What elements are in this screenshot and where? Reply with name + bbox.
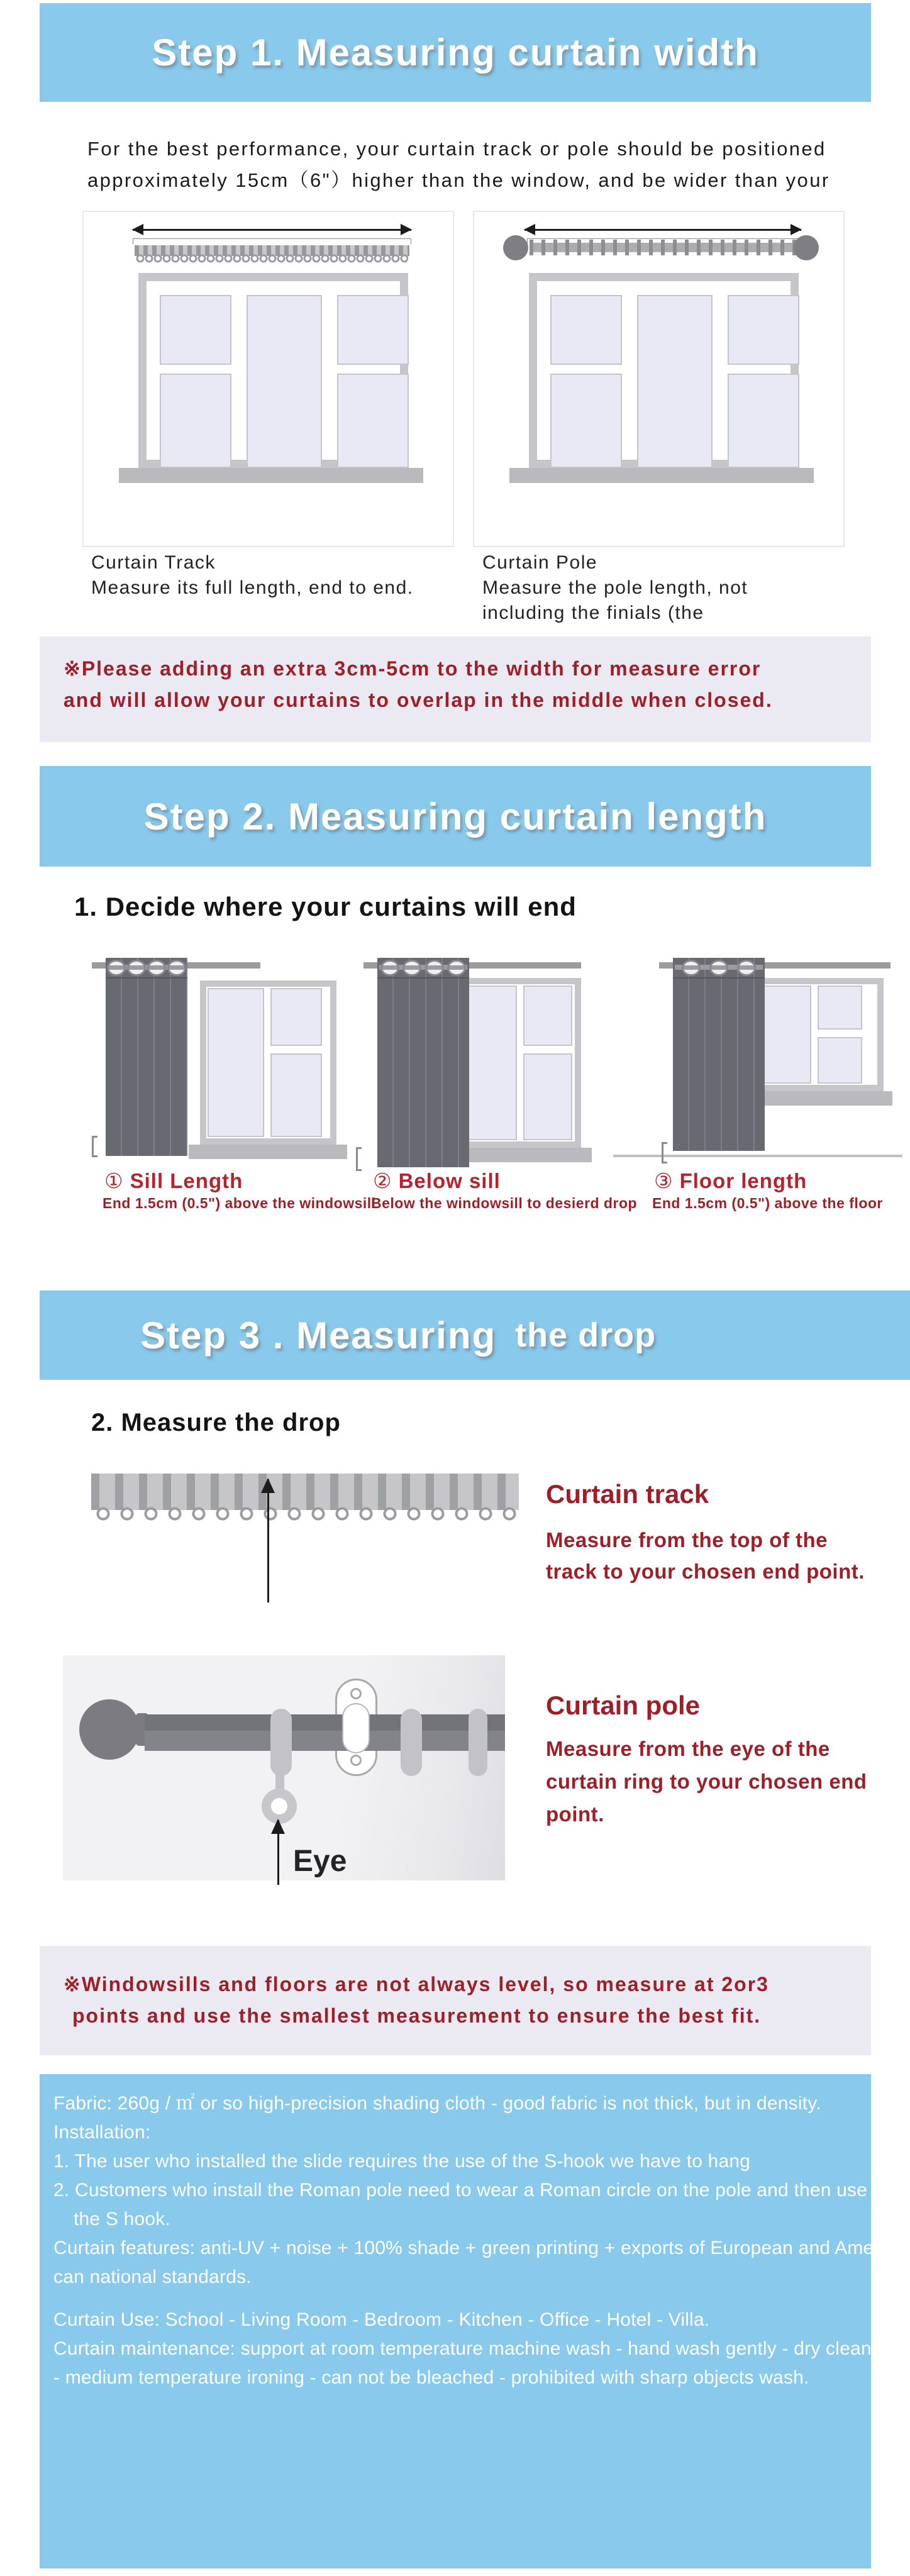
curtain-pole-caption-title: Curtain Pole [482, 552, 598, 573]
grommet-icon [425, 960, 444, 976]
pole-drop-line2: curtain ring to your chosen end [546, 1770, 867, 1793]
window-inner [206, 987, 330, 1138]
grommet-icon [127, 960, 146, 976]
grommet-icon [682, 960, 701, 976]
step2-subtitle: 1. Decide where your curtains will end [74, 892, 577, 921]
drop-arrow-icon [267, 1479, 269, 1602]
grommet-icon [737, 960, 756, 976]
window-inner [464, 984, 575, 1141]
intro-line-1: For the best performance, your curtain track or pole should be positioned [87, 138, 826, 160]
curtain-panel [377, 958, 469, 1167]
option2-number: ② [373, 1169, 392, 1192]
info-features: Curtain features: anti-UV + noise + 100% shade + green printing + exports of European and Ameri- [53, 2238, 891, 2258]
grommet-icon [402, 960, 421, 976]
curtain-pole-diagram-box [473, 211, 845, 547]
level-note [40, 1946, 871, 2055]
step1-intro-paragraph [87, 133, 830, 196]
grommet-icon [167, 960, 186, 976]
pole-drop-line1: Measure from the eye of the [546, 1737, 830, 1760]
window-illustration [458, 978, 581, 1148]
width-note-line2: and will allow your curtains to overlap in the middle when closed. [64, 689, 773, 711]
window-inner [537, 281, 791, 460]
curtain-track-caption-desc: Measure its full length, end to end. [91, 577, 414, 598]
step1-header-banner [40, 3, 871, 102]
step3-subtitle: 2. Measure the drop [91, 1409, 341, 1436]
step3-title-sub: the drop [515, 1316, 657, 1354]
curtain-header [377, 958, 469, 979]
pole-finial-left [503, 235, 528, 260]
window-pane [550, 295, 622, 365]
eye-arrow-icon [277, 1820, 279, 1885]
track-drop-heading: Curtain track [546, 1479, 709, 1509]
curtain-header [673, 958, 765, 979]
step1-title: Step 1. Measuring curtain width [152, 31, 759, 74]
window-inner [755, 984, 877, 1085]
window-illustration [529, 273, 799, 468]
curtain-ring [469, 1709, 487, 1776]
window-illustration [748, 978, 884, 1091]
pole-bar [145, 1714, 505, 1751]
curtain-pole-caption-desc1: Measure the pole length, not [482, 577, 748, 598]
bracket-screw [350, 1688, 362, 1699]
track-drop-line1: Measure from the top of the [546, 1528, 828, 1552]
window-pane [818, 1037, 862, 1084]
window-pane [465, 985, 517, 1140]
grommet-icon [709, 960, 728, 976]
window-sill [119, 468, 423, 483]
measure-mark [92, 1136, 97, 1157]
window-pane [247, 295, 322, 468]
curtain-track-diagram-box [82, 211, 454, 547]
window-sill [509, 468, 814, 483]
info-install-2b: the S hook. [74, 2209, 170, 2229]
info-maintenance-2: - medium temperature ironing - can not be bleached - prohibited with sharp objects wash. [53, 2367, 809, 2388]
pole-drop-heading: Curtain pole [546, 1690, 701, 1720]
window-illustration [200, 980, 336, 1145]
grommet-icon [107, 960, 126, 976]
grommet-icon [447, 960, 466, 976]
pole-finial-right [794, 235, 819, 260]
option1-label: Sill Length [130, 1169, 243, 1192]
curtain-pole-caption-desc2: including the finials (the [482, 602, 704, 623]
option2-desc: Below the windowsill to desierd drop [371, 1195, 638, 1211]
option2-title [373, 1169, 501, 1193]
pole-rings [530, 240, 796, 255]
window-pane [270, 1053, 322, 1137]
floor-line [613, 1155, 902, 1157]
bracket-stem [342, 1703, 370, 1753]
window-pane [818, 985, 862, 1030]
window-pane [728, 374, 799, 468]
window-illustration [138, 273, 408, 468]
info-installation: Installation: [53, 2122, 151, 2143]
window-pane [337, 295, 409, 365]
window-pane [550, 374, 622, 468]
measure-mark [662, 1142, 667, 1163]
info-install-2: 2. Customers who install the Roman pole need to wear a Roman circle on the pole and then use [53, 2180, 868, 2201]
step2-title: Step 2. Measuring curtain length [143, 795, 767, 838]
grommet-icon [380, 960, 399, 976]
window-pane [523, 1053, 572, 1140]
info-use: Curtain Use: School - Living Room - Bedroom - Kitchen - Office - Hotel - Villa. [53, 2309, 710, 2330]
bracket-screw [350, 1755, 362, 1766]
width-arrow-icon [524, 229, 801, 231]
window-pane [160, 295, 231, 365]
step2-header-banner [40, 766, 871, 867]
pole-finial [79, 1699, 140, 1760]
option1-title [104, 1169, 243, 1193]
curtain-header [106, 958, 187, 979]
track-gliders [91, 1504, 519, 1523]
measure-bracket [133, 238, 411, 244]
track-gliders [136, 253, 408, 264]
info-features-2: can national standards. [53, 2267, 252, 2287]
width-arrow-icon [133, 229, 411, 231]
window-pane [337, 374, 409, 468]
curtain-pole-photo [63, 1655, 505, 1880]
info-maintenance: Curtain maintenance: support at room temperature machine wash - hand wash gently - dry cleaning [53, 2338, 897, 2359]
window-pane [160, 374, 231, 468]
grommet-icon [147, 960, 166, 976]
intro-line-2: approximately 15cm（6"）higher than the window, and be wider than your [87, 169, 830, 191]
window-inner [147, 281, 400, 460]
info-install-1: 1. The user who installed the slide requires the use of the S-hook we have to hang [53, 2151, 751, 2172]
level-note-line1: ※Windowsills and floors are not always level, so measure at 2or3 [64, 1973, 769, 1996]
window-sill [448, 1148, 592, 1162]
option3-desc: End 1.5cm (0.5") above the floor [652, 1195, 883, 1211]
pole-drop-line3: point. [546, 1802, 604, 1826]
product-info-block [40, 2074, 897, 2568]
info-fabric: Fabric: 260g / ㎡ or so high-precision shading cloth - good fabric is not thick, but in density. [53, 2093, 821, 2114]
option3-title [654, 1169, 807, 1193]
window-pane [523, 985, 572, 1046]
option1-number: ① [104, 1169, 124, 1192]
window-pane [728, 295, 799, 365]
window-pane [637, 295, 713, 468]
eye-label: Eye [293, 1845, 347, 1878]
curtain-panel [673, 958, 765, 1151]
track-drop-line2: track to your chosen end point. [546, 1560, 865, 1583]
option1-desc: End 1.5cm (0.5") above the windowsill [103, 1195, 376, 1211]
curtain-ring [270, 1709, 292, 1776]
curtain-ring [401, 1709, 422, 1776]
curtain-track-caption-title: Curtain Track [91, 552, 216, 573]
width-note [40, 636, 871, 742]
level-note-line2: points and use the smallest measurement to ensure the best fit. [72, 2004, 762, 2027]
width-note-line1: ※Please adding an extra 3cm-5cm to the width for measure error [64, 657, 762, 680]
step3-header-banner [40, 1291, 910, 1380]
curtain-panel [106, 958, 187, 1156]
window-pane [208, 988, 264, 1137]
window-pane [270, 988, 322, 1046]
measure-mark [356, 1147, 362, 1171]
option3-label: Floor length [679, 1169, 807, 1192]
window-sill [189, 1145, 347, 1159]
step3-title: Step 3 . Measuring [140, 1314, 497, 1357]
option3-number: ③ [654, 1169, 674, 1192]
option2-label: Below sill [398, 1169, 501, 1192]
